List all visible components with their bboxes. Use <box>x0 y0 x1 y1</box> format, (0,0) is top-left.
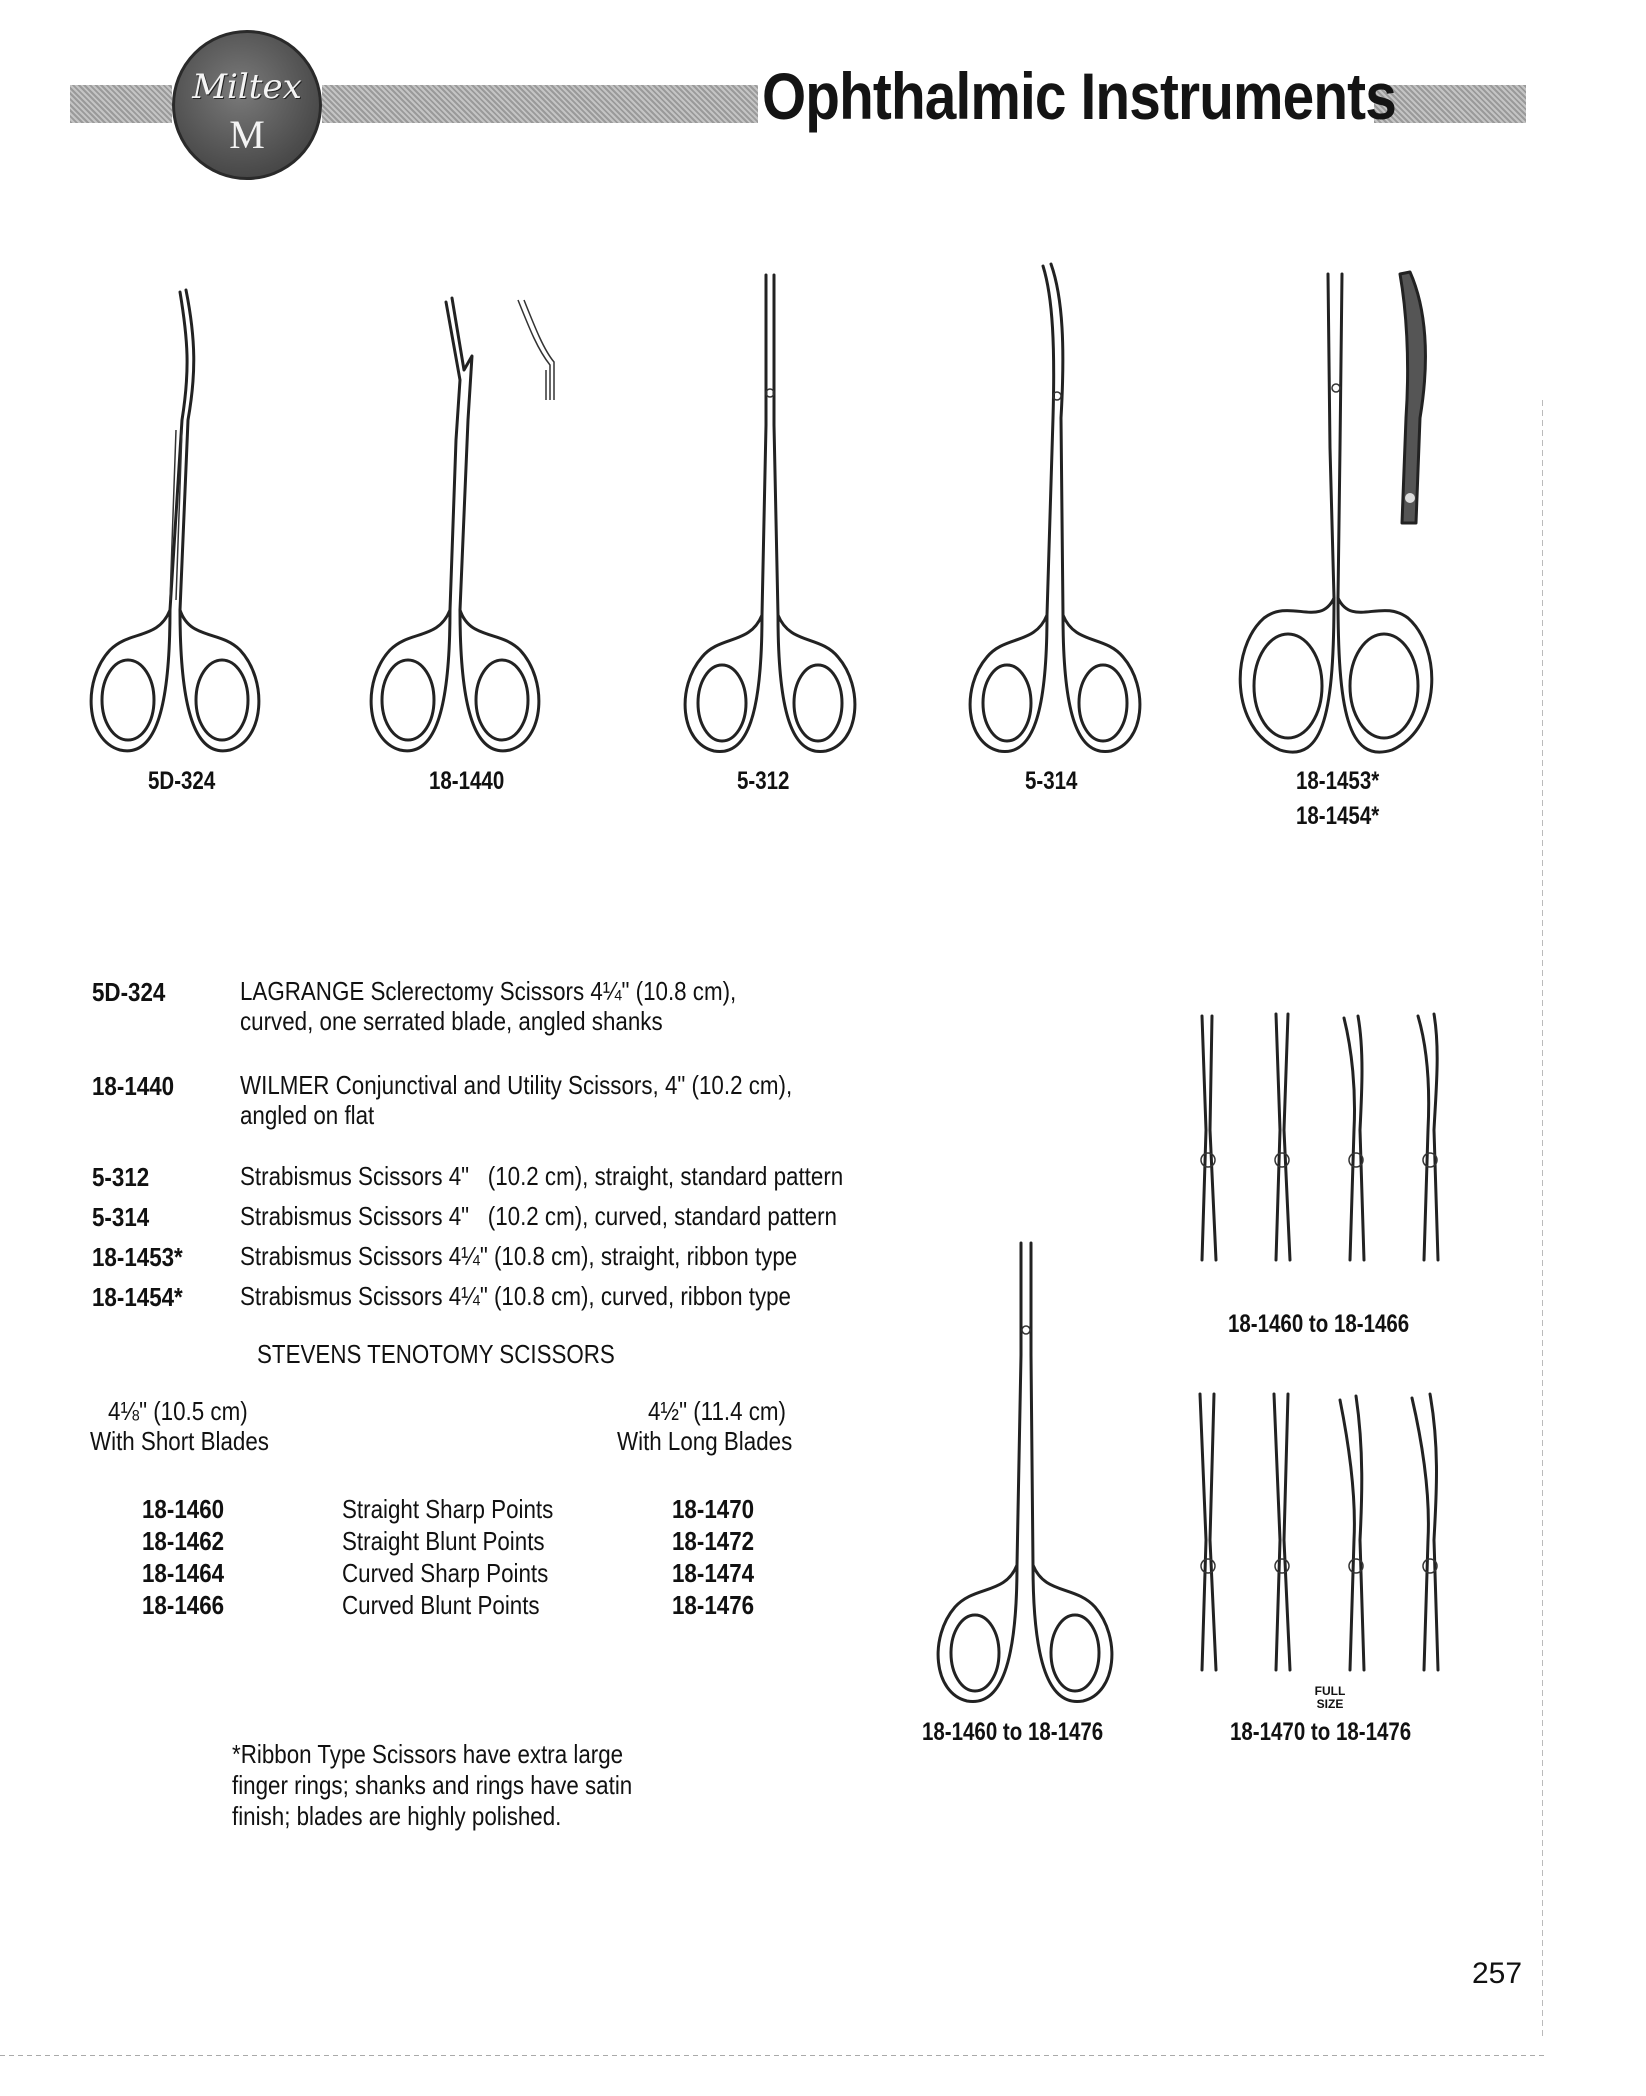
stevens-short-code: 18-1466 <box>142 1590 225 1620</box>
full-size-note-line2: SIZE <box>1316 1697 1344 1711</box>
scissors-5d-324-illustration <box>70 280 270 760</box>
scissors-5-312-illustration <box>670 265 870 760</box>
figure-label-5d-324: 5D-324 <box>148 767 216 795</box>
stevens-short-code: 18-1460 <box>142 1494 225 1524</box>
catalog-code: 18-1453* <box>92 1242 183 1272</box>
figure-label-18-1454: 18-1454* <box>1296 802 1380 830</box>
header-bar-middle <box>322 85 758 123</box>
stevens-scissors-illustration <box>925 1235 1125 1705</box>
catalog-description: Strabismus Scissors 4" (10.2 cm), curved, standard pattern <box>240 1201 837 1231</box>
header-bar-right <box>1374 85 1526 123</box>
footnote-line: finger rings; shanks and rings have satin <box>232 1770 633 1800</box>
catalog-description-cont: angled on flat <box>240 1100 375 1130</box>
page-number: 257 <box>1472 1957 1523 1990</box>
stevens-row-desc: Curved Sharp Points <box>342 1558 549 1588</box>
stevens-long-code: 18-1472 <box>672 1526 755 1556</box>
stevens-short-label: With Short Blades <box>90 1426 269 1456</box>
figure-label-stevens-short: 18-1460 to 18-1466 <box>1228 1310 1410 1338</box>
figure-label-18-1440: 18-1440 <box>429 767 505 795</box>
catalog-description: Strabismus Scissors 4" (10.2 cm), straight, standard pattern <box>240 1161 844 1191</box>
stevens-short-blades-illustration <box>1180 1010 1470 1270</box>
stevens-long-size: 4½" (11.4 cm) <box>648 1396 787 1426</box>
catalog-description-cont: curved, one serrated blade, angled shanks <box>240 1006 663 1036</box>
stevens-heading: STEVENS TENOTOMY SCISSORS <box>257 1339 615 1369</box>
figure-label-5-312: 5-312 <box>737 767 790 795</box>
catalog-description: Strabismus Scissors 4¼" (10.8 cm), straight, ribbon type <box>240 1241 798 1271</box>
catalog-code: 5D-324 <box>92 977 166 1007</box>
catalog-code: 5-312 <box>92 1162 150 1192</box>
catalog-code: 5-314 <box>92 1202 150 1232</box>
logo-script-text: Miltex <box>192 67 302 107</box>
stevens-long-code: 18-1474 <box>672 1558 755 1588</box>
figure-label-stevens-long: 18-1470 to 18-1476 <box>1230 1718 1412 1746</box>
logo-letter: M <box>229 112 265 157</box>
figure-label-stevens-full: 18-1460 to 18-1476 <box>922 1718 1104 1746</box>
catalog-code: 18-1440 <box>92 1071 175 1101</box>
stevens-short-size: 4⅛" (10.5 cm) <box>108 1396 248 1426</box>
stevens-long-label: With Long Blades <box>617 1426 793 1456</box>
scissors-5-314-illustration <box>955 258 1155 760</box>
stevens-short-code: 18-1464 <box>142 1558 225 1588</box>
stevens-long-code: 18-1470 <box>672 1494 755 1524</box>
figure-label-18-1453: 18-1453* <box>1296 767 1380 795</box>
catalog-code: 18-1454* <box>92 1282 183 1312</box>
bottom-edge-rule <box>0 2055 1546 2056</box>
footnote-line: finish; blades are highly polished. <box>232 1801 562 1831</box>
figure-label-5-314: 5-314 <box>1025 767 1078 795</box>
miltex-logo <box>172 30 322 180</box>
stevens-long-blades-illustration <box>1180 1390 1470 1680</box>
stevens-short-code: 18-1462 <box>142 1526 225 1556</box>
footnote-line: *Ribbon Type Scissors have extra large <box>232 1739 624 1769</box>
header-bar-left <box>70 85 172 123</box>
scissors-18-1440-illustration <box>360 290 580 760</box>
catalog-description: WILMER Conjunctival and Utility Scissors, 4" (10.2 cm), <box>240 1070 793 1100</box>
stevens-row-desc: Straight Blunt Points <box>342 1526 545 1556</box>
stevens-long-code: 18-1476 <box>672 1590 755 1620</box>
catalog-description: LAGRANGE Sclerectomy Scissors 4¼" (10.8 cm), <box>240 976 737 1006</box>
full-size-note-line1: FULL <box>1314 1684 1346 1698</box>
stevens-row-desc: Curved Blunt Points <box>342 1590 540 1620</box>
scissors-18-1453-illustration <box>1230 268 1480 760</box>
stevens-row-desc: Straight Sharp Points <box>342 1494 554 1524</box>
catalog-description: Strabismus Scissors 4¼" (10.8 cm), curved, ribbon type <box>240 1281 792 1311</box>
page-title: Ophthalmic Instruments <box>762 59 1396 133</box>
right-edge-rule <box>1542 400 1543 2040</box>
